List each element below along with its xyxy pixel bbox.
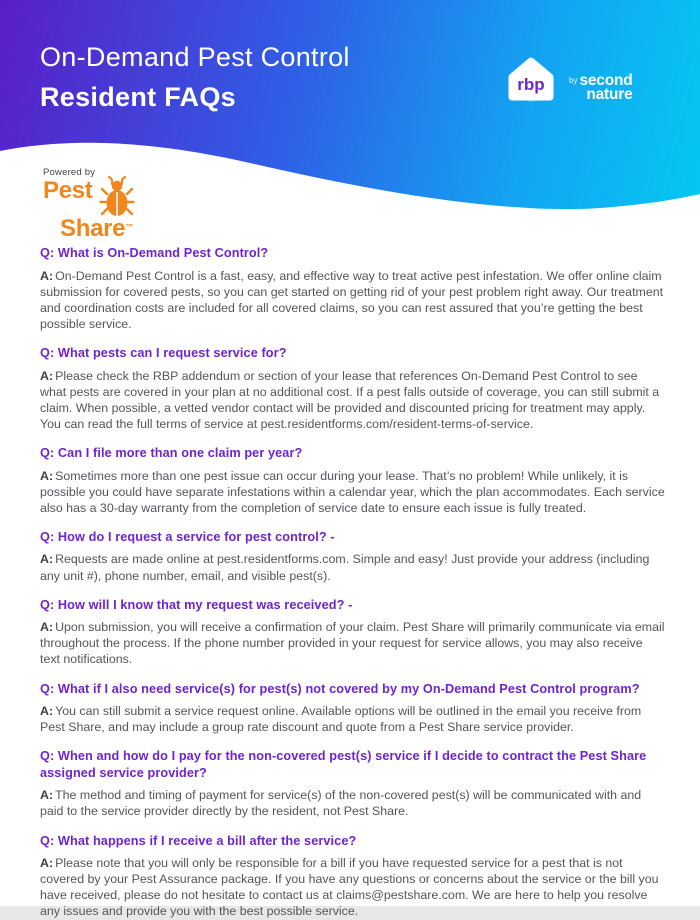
faq-answer [40, 855, 665, 920]
second-nature-lines [579, 74, 632, 101]
faq-answer [40, 619, 665, 667]
faq-list [40, 245, 665, 920]
answer-prefix: A: [40, 856, 54, 870]
faq-item [40, 529, 665, 584]
answer-text: On-Demand Pest Control is a fast, easy, and effective way to treat active pest infestation. We offer online claim submission for covered pests, so you can get started on getting rid of your pest problem right away. Our treatment and coordination costs are included for all covered claims, so you can rest assured that you’re getting the best possible service. [40, 268, 664, 331]
faq-item [40, 748, 665, 819]
pestshare-line1 [43, 177, 135, 218]
faq-answer [40, 268, 665, 333]
answer-prefix: A: [40, 368, 54, 383]
faq-question: Q: What if I also need service(s) for pest(s) not covered by my On-Demand Pest Control program? [40, 681, 640, 696]
answer-text: Upon submission, you will receive a confirmation of your claim. Pest Share will primarily communicate via email throughout the process. If the phone number provided in your request for service allows, you may also receive text notifications. [40, 620, 665, 667]
second-nature-wordmark [569, 61, 633, 101]
answer-text: Please note that you will only be responsible for a bill if you have requested service for a pest that is not covered by your Pest Assurance package. If you have any questions or concerns about the service or the bill you have received, please do not hesitate to contact us at claims@pestshare.com. We are here to help you resolve any issues and provide you with the best possible service. [40, 856, 659, 919]
by-label: by [569, 76, 578, 85]
faq-answer [40, 468, 665, 516]
pestshare-word-pest: Pest [43, 177, 93, 204]
faq-item [40, 445, 665, 516]
answer-prefix: A: [40, 704, 54, 718]
answer-prefix: A: [40, 468, 54, 483]
pestshare-word-share: Share [60, 215, 126, 242]
answer-text: Sometimes more than one pest issue can occur during your lease. That’s no problem! While unlikely, it is possible you could have separate infestations within a calendar year, which the plan accommodates. Each service also has a 30-day warranty from the completion of service date to ensure each issue is fully treated. [40, 468, 665, 515]
answer-text: You can still submit a service request online. Available options will be outlined in the email you receive from Pest Share, and may include a group rate discount and quote from a Pest Share service provider. [40, 704, 642, 735]
faq-item [40, 681, 665, 736]
faq-item [40, 245, 665, 332]
page-title: On-Demand Pest Control [40, 42, 350, 72]
faq-answer [40, 703, 665, 735]
answer-text: Requests are made online at pest.residentforms.com. Simple and easy! Just provide your address (including any unit #), phone number, email, and visible pest(s). [40, 552, 650, 583]
trademark-symbol: ™ [125, 222, 134, 232]
page-title-block [40, 42, 350, 113]
answer-text: Please check the RBP addendum or section of your lease that references On-Demand Pest Control to see what pests are covered in your plan at no additional cost. If a pest falls outside of coverage, you can still submit a claim. When possible, a vetted vendor contact will be provided and discounted pricing for treatment may apply. You can read the full terms of service at pest.residentforms.com/resident-terms-of-service. [40, 368, 660, 431]
bug-icon [99, 176, 135, 218]
faq-question: Q: What is On-Demand Pest Control? [40, 246, 269, 260]
faq-item [40, 345, 665, 432]
faq-question: Q: What happens if I receive a bill after the service? [40, 833, 357, 848]
faq-item [40, 833, 665, 920]
brand-word-nature: nature [586, 85, 633, 103]
answer-prefix: A: [40, 620, 54, 635]
faq-question: Q: How will I know that my request was received? - [40, 597, 353, 612]
faq-answer [40, 368, 665, 433]
faq-question: Q: What pests can I request service for? [40, 346, 287, 360]
faq-answer [40, 551, 665, 583]
rbp-logo [500, 50, 562, 112]
answer-prefix: A: [40, 268, 54, 283]
rbp-logo-text: rbp [517, 75, 545, 94]
pestshare-line2 [60, 215, 135, 242]
powered-by-pestshare [43, 167, 135, 241]
rbp-second-nature-brand [500, 50, 633, 112]
faq-question: Q: How do I request a service for pest control? - [40, 529, 335, 544]
faq-question: Q: When and how do I pay for the non-covered pest(s) service if I decide to contract the Pest Share assigned service provider? [40, 749, 647, 780]
answer-prefix: A: [40, 552, 54, 567]
answer-text: The method and timing of payment for service(s) of the non-covered pest(s) will be communicated with and paid to the service provider directly by the resident, not Pest Share. [40, 788, 642, 819]
faq-item [40, 597, 665, 668]
page-subtitle: Resident FAQs [40, 82, 236, 113]
powered-by-label: Powered by [43, 167, 96, 178]
faq-question: Q: Can I file more than one claim per year? [40, 446, 303, 460]
answer-prefix: A: [40, 788, 54, 803]
brand-word-second: second [579, 72, 633, 89]
faq-answer [40, 787, 665, 819]
